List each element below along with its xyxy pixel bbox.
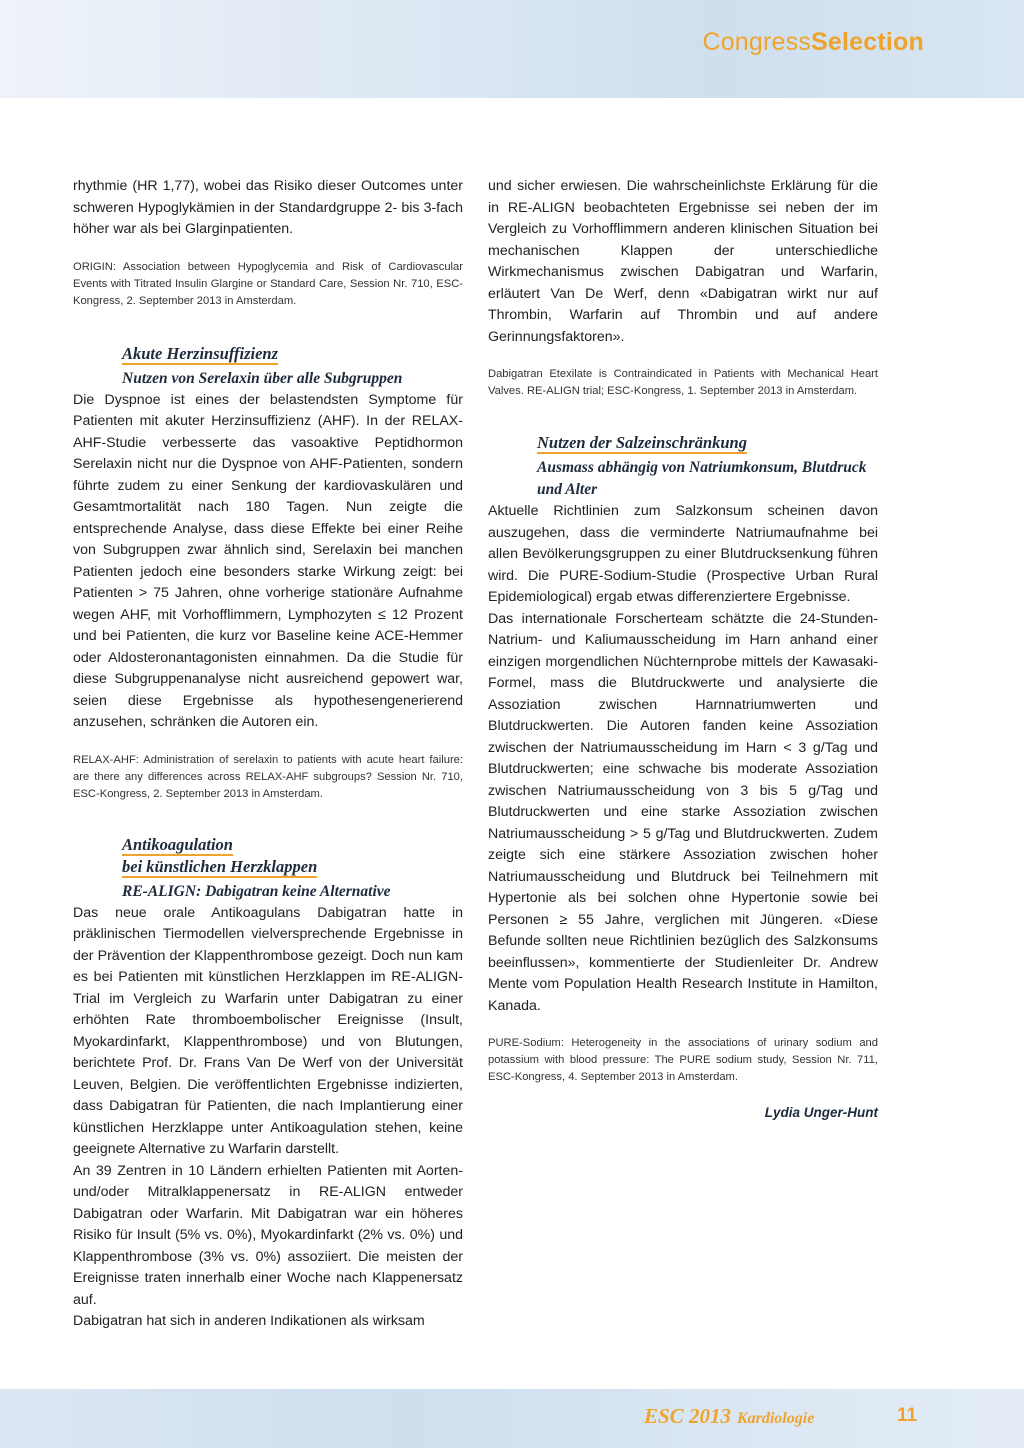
- spacer: [73, 803, 463, 834]
- paragraph-continuation: und sicher erwiesen. Die wahrscheinlichste Erklärung für die in RE-ALIGN beobachteten Ergebnisse sei neben der im Vergleich zu Vorhofflimmern anderen klinischen Situation bei mechanischen Klappen der unterschiedliche Wirkmechanismus zwischen Dabigatran und Warfarin, erläutert Van De Werf, denn «Dabigatran wirkt nur auf Thrombin, Warfarin auf Thrombin und auf andere Gerinnungsfaktoren».: [488, 178, 878, 345]
- section-subheading-salz: Ausmass abhängig von Natriumkonsum, Blutdruck und Alter: [537, 459, 867, 498]
- footer-title-sub: Kardiologie: [736, 1410, 815, 1427]
- section-heading-salz: [537, 432, 878, 454]
- brand-logo: [702, 28, 924, 57]
- author-name: Lydia Unger-Hunt: [764, 1105, 878, 1120]
- spacer: [488, 1017, 878, 1035]
- brand-bold: Selection: [811, 28, 924, 56]
- reference-pure: PURE-Sodium: Heterogeneity in the associations of urinary sodium and potassium with blood pressure: The PURE sodium study, Session Nr. 711, ESC-Kongress, 4. September 2013 in Amsterdam.: [488, 1037, 878, 1083]
- section-subheading-serelaxin: Nutzen von Serelaxin über alle Subgruppen: [122, 369, 403, 387]
- reference-realign: Dabigatran Etexilate is Contraindicated in Patients with Mechanical Heart Valves. RE-ALIGN trial; ESC-Kongress, 1. September 2013 in Amsterdam.: [488, 368, 878, 397]
- paragraph-realign-2: An 39 Zentren in 10 Ländern erhielten Patienten mit Aorten- und/oder Mitralklappenersatz in RE-ALIGN entweder Dabigatran oder Warfarin. Mit Dabigatran war ein höheres Risiko für Insult (5% vs. 0%), Myokardinfarkt (2% vs. 0%) und Klappenthrombose (3% vs. 0%) assoziiert. Die meisten der Ereignisse traten innerhalb einer Woche nach Klappenersatz auf.: [73, 1162, 463, 1308]
- heading-text: Nutzen der Salzeinschränkung: [537, 433, 747, 452]
- section-subheading-realign: RE-ALIGN: Dabigatran keine Alternative: [122, 882, 391, 900]
- heading-text: Antikoagulation: [122, 834, 233, 854]
- brand-light: Congress: [702, 28, 812, 56]
- heading-text: Akute Herzinsuffizienz: [122, 343, 279, 363]
- footer-title-main: ESC 2013: [644, 1404, 731, 1428]
- spacer: [73, 310, 463, 343]
- spacer: [488, 400, 878, 432]
- spacer: [73, 734, 463, 752]
- paragraph-salt-1: Aktuelle Richtlinien zum Salzkonsum scheinen davon auszugehen, dass die verminderte Natriumaufnahme bei allen Bevölkerungsgruppen zu einer Blutdrucksenkung führen wird. Die PURE-Sodium-Studie (Prospective Urban Rural Epidemiological) ergab etwas differenziertere Ergebnisse.: [488, 503, 878, 605]
- right-column: [488, 176, 878, 1124]
- paragraph-relax: Die Dyspnoe ist eines der belastendsten Symptome für Patienten mit akuter Herzinsuffizienz (AHF). In der RELAX-AHF-Studie verbesserte das vasoaktive Peptidhormon Serelaxin nicht nur die Dyspnoe von AHF-Patienten, sondern führte zudem zu einer Senkung der kardiovaskulären und Gesamtmortalität nach 180 Tagen. Nun zeigte die entsprechende Analyse, dass diese Effekte bei einer Reihe von Subgruppen zwar ähnlich sind, Serelaxin bei manchen Patienten jedoch eine besonders starke Wirkung zeigt: bei Patienten > 75 Jahren, ohne vorherige stationäre Aufnahme wegen AHF, mit Vorhofflimmern, Lymphozyten ≤ 12 Prozent und bei Patienten, die kurz vor Baseline keine ACE-Hemmer oder Aldosteronantagonisten einnahmen. Da die Studie für diese Subgruppenanalyse nicht ausreichend gepowert war, seien diese Ergebnisse als hypothesengenerierend anzusehen, schränken die Autoren ein.: [73, 391, 463, 730]
- left-column: [73, 176, 463, 1333]
- paragraph-salt-2: Das internationale Forscherteam schätzte die 24-Stunden-Natrium- und Kaliumausscheidung im Harn anhand einer einzigen morgendlichen Nüchternprobe mittels der Kawasaki-Formel, mass die Blutdruckwerte und analysierte die Assoziation zwischen Harnnatriumwerten und Blutdruckwerten. Die Autoren fanden keine Assoziation zwischen der Natriumausscheidung im Harn < 3 g/Tag und Blutdruckwerten; eine schwache bis moderate Assoziation zwischen Natriumausscheidung von 3 bis 5 g/Tag und Blutdruckwerten und eine starke Assoziation zwischen Natriumausscheidung > 5 g/Tag und Blutdruckwerten. Zudem zeigte sich eine stärkere Assoziation zwischen hoher Natriumausscheidung und Blutdruck bei Teilnehmern mit Hypertonie als bei solchen ohne Hypertonie sowie bei Personen ≥ 55 Jahre, verglichen mit Jüngeren. «Diese Befunde sollten neue Richtlinien bezüglich des Salzkonsums beeinflussen», kommentierte der Studienleiter Dr. Andrew Mente vom Population Health Research Institute in Hamilton, Kanada.: [488, 610, 878, 1014]
- spacer: [73, 241, 463, 259]
- footer-title: [644, 1404, 814, 1429]
- section-heading-antikoagulation: [122, 834, 463, 878]
- spacer: [488, 348, 878, 366]
- reference-relax: RELAX-AHF: Administration of serelaxin to patients with acute heart failure: are there any differences across RELAX-AHF subgroups? Session Nr. 710, ESC-Kongress, 2. September 2013 in Amsterdam.: [73, 753, 463, 800]
- page-number: 11: [897, 1405, 918, 1426]
- paragraph-intro: rhythmie (HR 1,77), wobei das Risiko dieser Outcomes unter schweren Hypoglykämien in der Standardgruppe 2- bis 3-fach höher war als bei Glarginpatienten.: [73, 178, 463, 237]
- footer-band: [0, 1389, 1024, 1448]
- heading-text: bei künstlichen Herzklappen: [122, 856, 318, 876]
- reference-origin: ORIGIN: Association between Hypoglycemia and Risk of Cardiovascular Events with Titrated Insulin Glargine or Standard Care, Session Nr. 710, ESC-Kongress, 2. September 2013 in Amsterdam.: [73, 260, 463, 307]
- section-heading-herzinsuffizienz: [122, 343, 463, 365]
- paragraph-realign-3: Dabigatran hat sich in anderen Indikationen als wirksam: [73, 1313, 425, 1329]
- spacer: [488, 1086, 878, 1102]
- paragraph-realign-1: Das neue orale Antikoagulans Dabigatran hatte in präklinischen Tiermodellen vielversprechende Ergebnisse in der Prävention der Klappenthrombose gezeigt. Doch nun kam es bei Patienten mit künstlichen Herzklappen im RE-ALIGN-Trial im Vergleich zu Warfarin unter Dabigatran zu einer erhöhten Rate thromboembolischer Ereignisse (Insult, Myokardinfarkt, Klappenthrombose) und von Blutungen, berichtete Prof. Dr. Frans Van De Werf von der Universität Leuven, Belgien. Die veröffentlichten Ergebnisse indizierten, dass Dabigatran für Patienten, die nach Implantierung einer künstlichen Herzklappe unter Antikoagulation stehen, keine geeignete Alternative zu Warfarin darstellt.: [73, 904, 463, 1157]
